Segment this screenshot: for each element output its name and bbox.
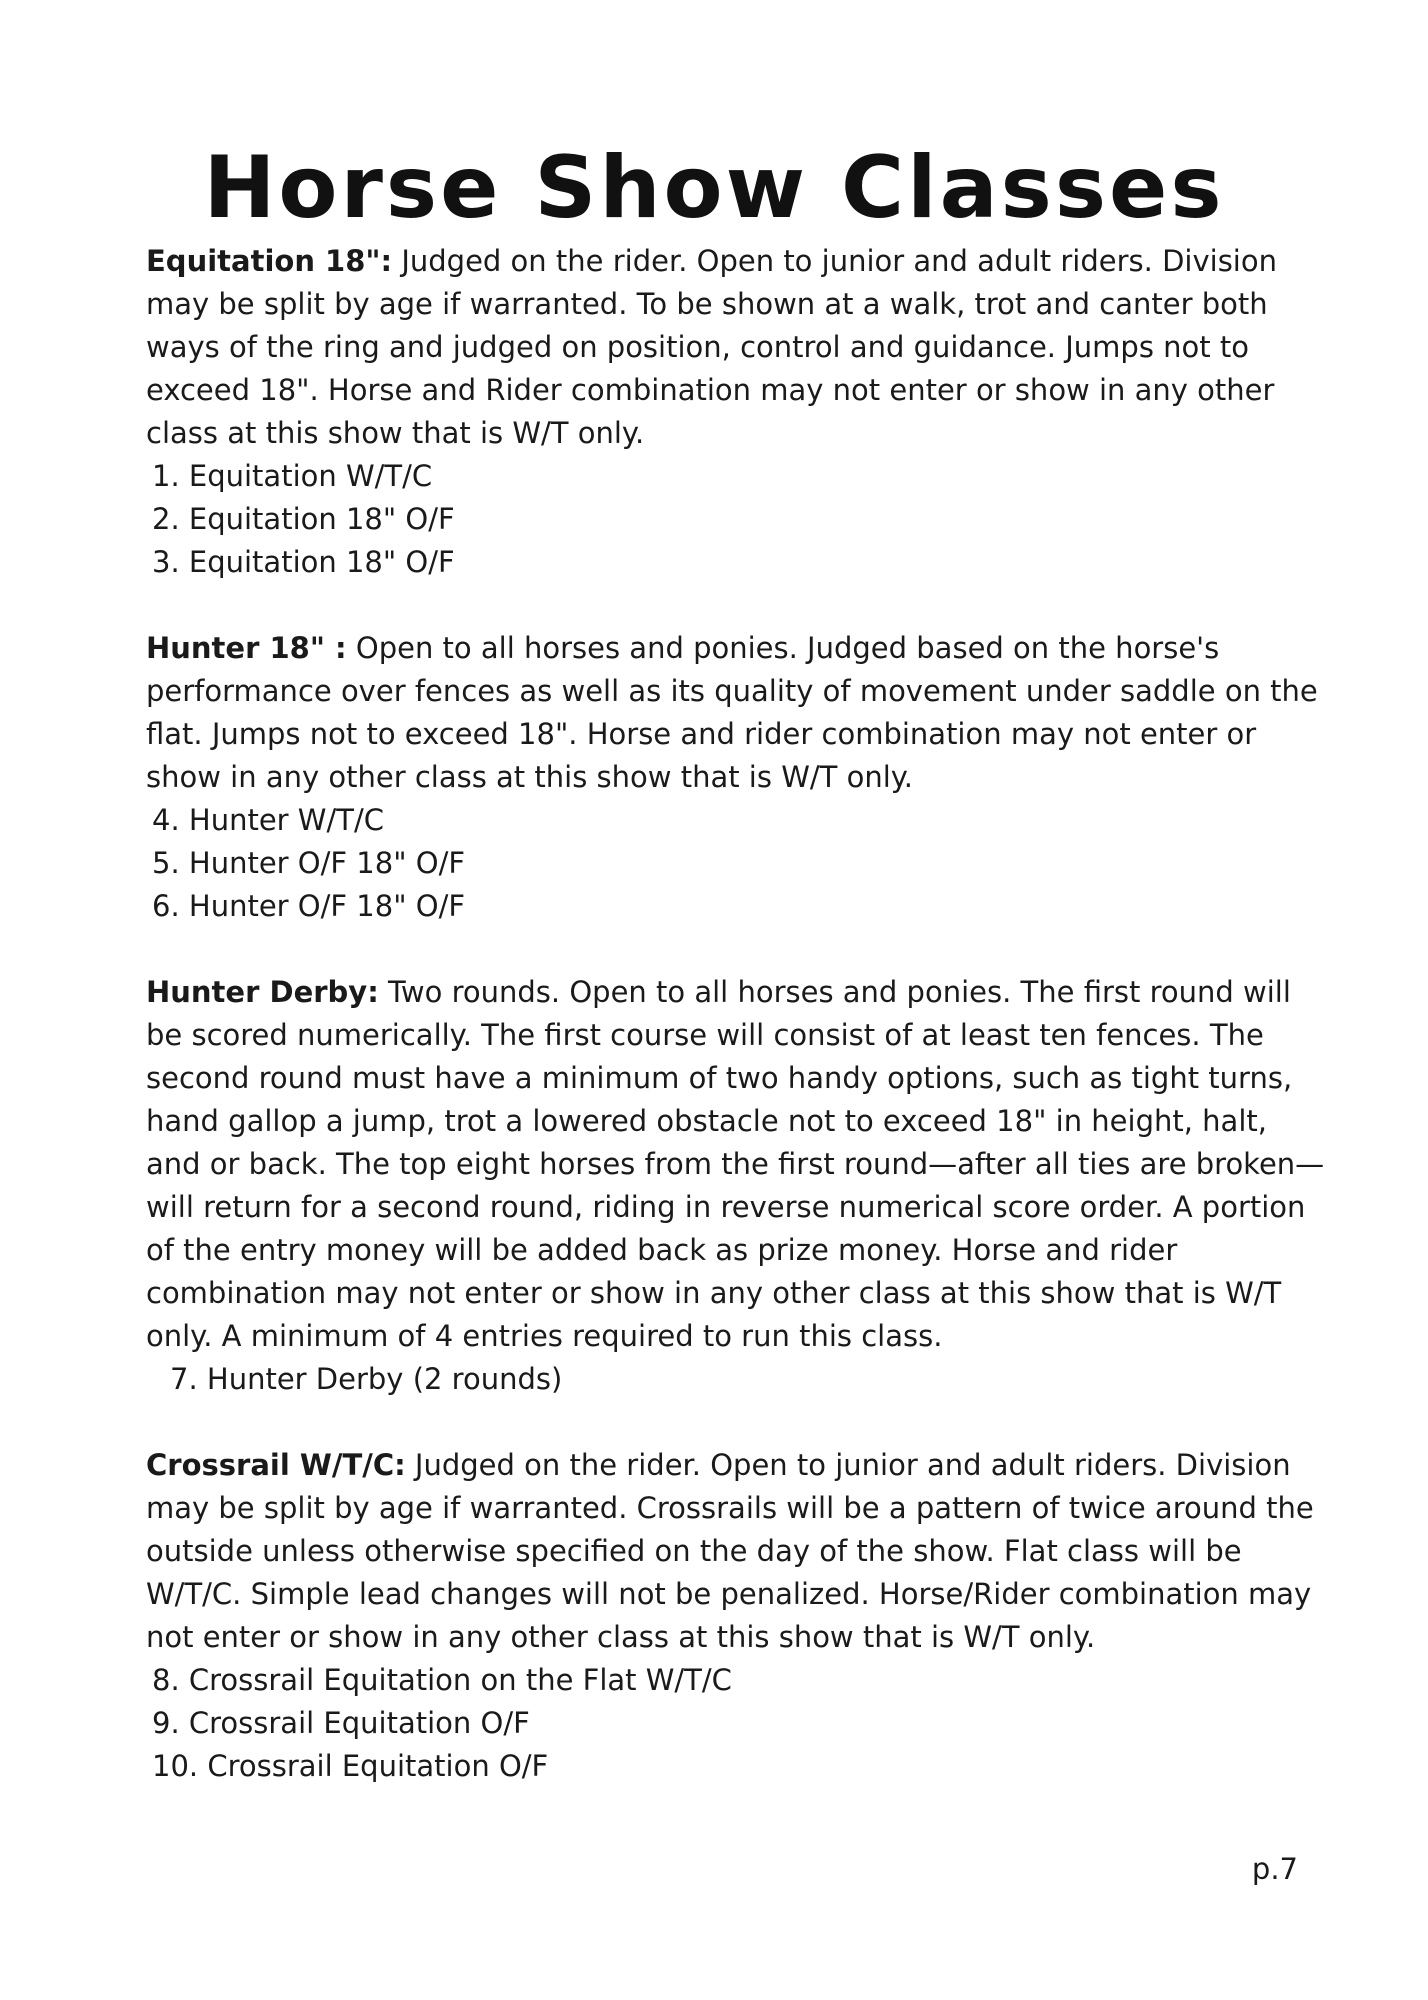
section-hunter-derby — [146, 971, 1326, 1401]
section-description — [146, 1444, 1326, 1659]
section-text: Judged on the rider. Open to junior and adult riders. Division may be split by age if warranted. To be shown at a walk, trot and canter both ways of the ring and judged on position, control and guidance. Jumps not to exceed 18". Horse and Rider combination may not enter or show in any other class at this show that is W/T only. — [146, 244, 1277, 450]
section-label: Hunter Derby: — [146, 975, 379, 1009]
class-item: 3. Equitation 18" O/F — [152, 545, 455, 579]
section-label: Equitation 18": — [146, 244, 393, 278]
class-item: 10. Crossrail Equitation O/F — [152, 1749, 549, 1783]
section-hunter-18 — [146, 627, 1326, 928]
class-item: 8. Crossrail Equitation on the Flat W/T/C — [152, 1663, 732, 1697]
section-text: Two rounds. Open to all horses and ponies. The first round will be scored numerically. The first course will consist of at least ten fences. The second round must have a minimum of two handy options, such as tight turns, hand gallop a jump, trot a lowered obstacle not to exceed 18" in height, halt, and or back. The top eight horses from the first round—after all ties are broken—will return for a second round, riding in reverse numerical score order. A portion of the entry money will be added back as prize money. Horse and rider combination may not enter or show in any other class at this show that is W/T only. A minimum of 4 entries required to run this class. — [146, 975, 1325, 1353]
class-items — [146, 455, 1326, 584]
class-items — [146, 1659, 1326, 1788]
section-description — [146, 627, 1326, 799]
class-item: 7. Hunter Derby (2 rounds) — [170, 1362, 563, 1396]
section-text: Open to all horses and ponies. Judged based on the horse's performance over fences as well as its quality of movement under saddle on the flat. Jumps not to exceed 18". Horse and rider combination may not enter or show in any other class at this show that is W/T only. — [146, 631, 1318, 794]
class-items — [146, 799, 1326, 928]
class-item: 9. Crossrail Equitation O/F — [152, 1706, 530, 1740]
section-description — [146, 971, 1326, 1358]
class-list-content — [146, 240, 1326, 1831]
section-label: Hunter 18" : — [146, 631, 347, 665]
class-item: 4. Hunter W/T/C — [152, 803, 384, 837]
section-crossrail — [146, 1444, 1326, 1788]
page-title: Horse Show Classes — [203, 138, 1225, 238]
class-item: 1. Equitation W/T/C — [152, 459, 433, 493]
page-number: p.7 — [1251, 1852, 1298, 1886]
class-item: 2. Equitation 18" O/F — [152, 502, 455, 536]
class-items — [146, 1358, 1326, 1401]
section-label: Crossrail W/T/C: — [146, 1448, 406, 1482]
class-item: 5. Hunter O/F 18" O/F — [152, 846, 466, 880]
section-text: Judged on the rider. Open to junior and adult riders. Division may be split by age if warranted. Crossrails will be a pattern of twice around the outside unless otherwise specified on the day of the show. Flat class will be W/T/C. Simple lead changes will not be penalized. Horse/Rider combination may not enter or show in any other class at this show that is W/T only. — [146, 1448, 1314, 1654]
section-equitation-18 — [146, 240, 1326, 584]
section-description — [146, 240, 1326, 455]
class-item: 6. Hunter O/F 18" O/F — [152, 889, 466, 923]
